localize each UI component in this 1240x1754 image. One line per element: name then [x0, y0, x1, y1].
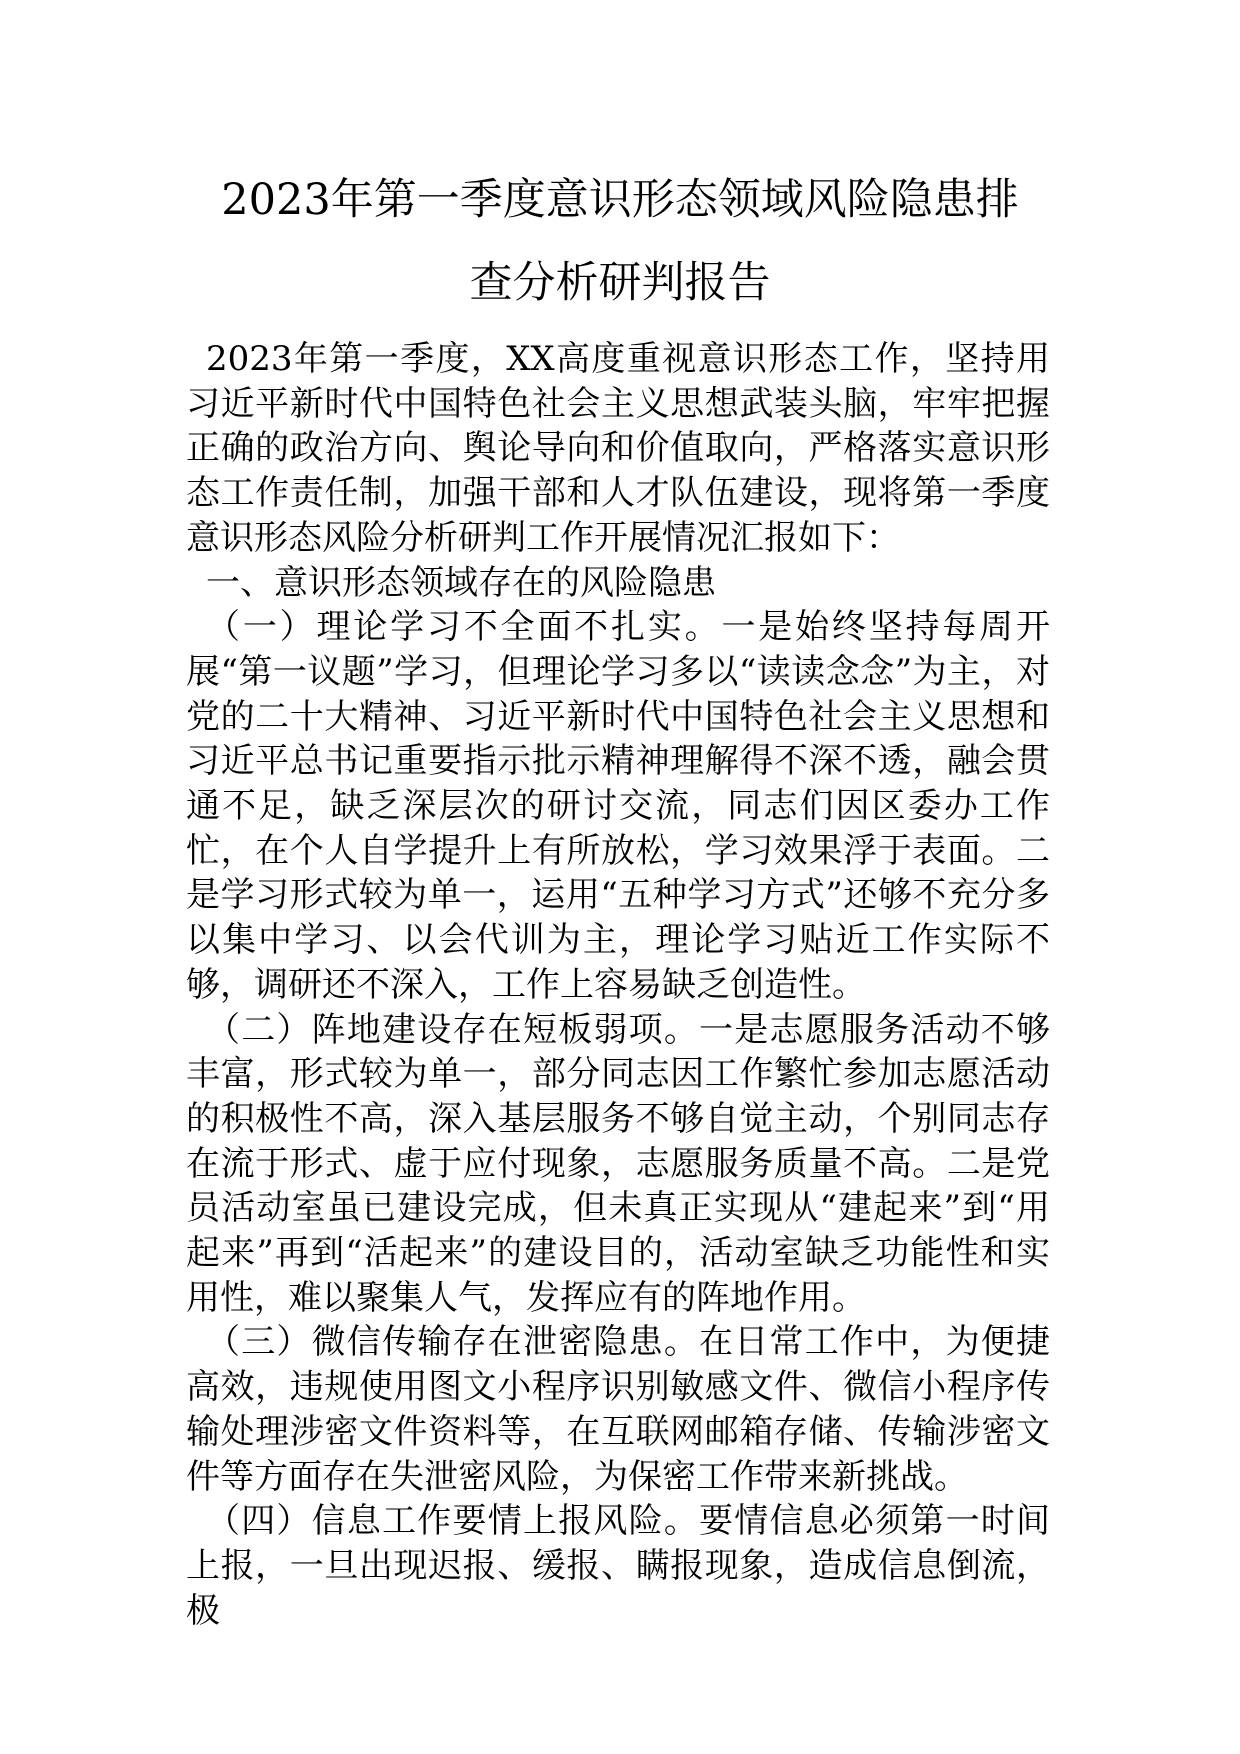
paragraph-1: （一）理论学习不全面不扎实。一是始终坚持每周开展“第一议题”学习，但理论学习多以“读读念念”为主，对党的二十大精神、习近平新时代中国特色社会主义思想和习近平总书记重要指示批示精神理解得不深不透，融会贯通不足，缺乏深层次的研讨交流，同志们因区委办工作忙，在个人自学提升上有所放松，学习效果浮于表面。二是学习形式较为单一，运用“五种学习方式”还够不充分多以集中学习、以会代训为主，理论学习贴近工作实际不够，调研还不深入，工作上容易缺乏创造性。 — [186, 607, 1050, 1005]
paragraph-4: （四）信息工作要情上报风险。要情信息必须第一时间上报，一旦出现迟报、缓报、瞒报现象，造成信息倒流，极 — [186, 1501, 1050, 1631]
section-heading-1: 一、意识形态领域存在的风险隐患 — [206, 562, 716, 603]
paragraph-3: （三）微信传输存在泄密隐患。在日常工作中，为便捷高效，违规使用图文小程序识别敏感文件、微信小程序传输处理涉密文件资料等，在互联网邮箱存储、传输涉密文件等方面存在失泄密风险，为保密工作带来新挑战。 — [186, 1322, 1050, 1497]
document-title-line-1: 2023年第一季度意识形态领域风险隐患排 — [221, 175, 1019, 225]
paragraph-2: （二）阵地建设存在短板弱项。一是志愿服务活动不够丰富，形式较为单一，部分同志因工作繁忙参加志愿活动的积极性不高，深入基层服务不够自觉主动，个别同志存在流于形式、虚于应付现象，志愿服务质量不高。二是党员活动室虽已建设完成，但未真正实现从“建起来”到“用起来”再到“活起来”的建设目的，活动室缺乏功能性和实用性，难以聚集人气，发挥应有的阵地作用。 — [186, 1009, 1050, 1318]
document-title-line-2: 查分析研判报告 — [469, 258, 771, 308]
intro-paragraph: 2023年第一季度，XX高度重视意识形态工作，坚持用习近平新时代中国特色社会主义思想武装头脑，牢牢把握正确的政治方向、舆论导向和价值取向，严格落实意识形态工作责任制，加强干部和人才队伍建设，现将第一季度意识形态风险分析研判工作开展情况汇报如下： — [186, 339, 1050, 558]
document-body — [186, 337, 1050, 1633]
